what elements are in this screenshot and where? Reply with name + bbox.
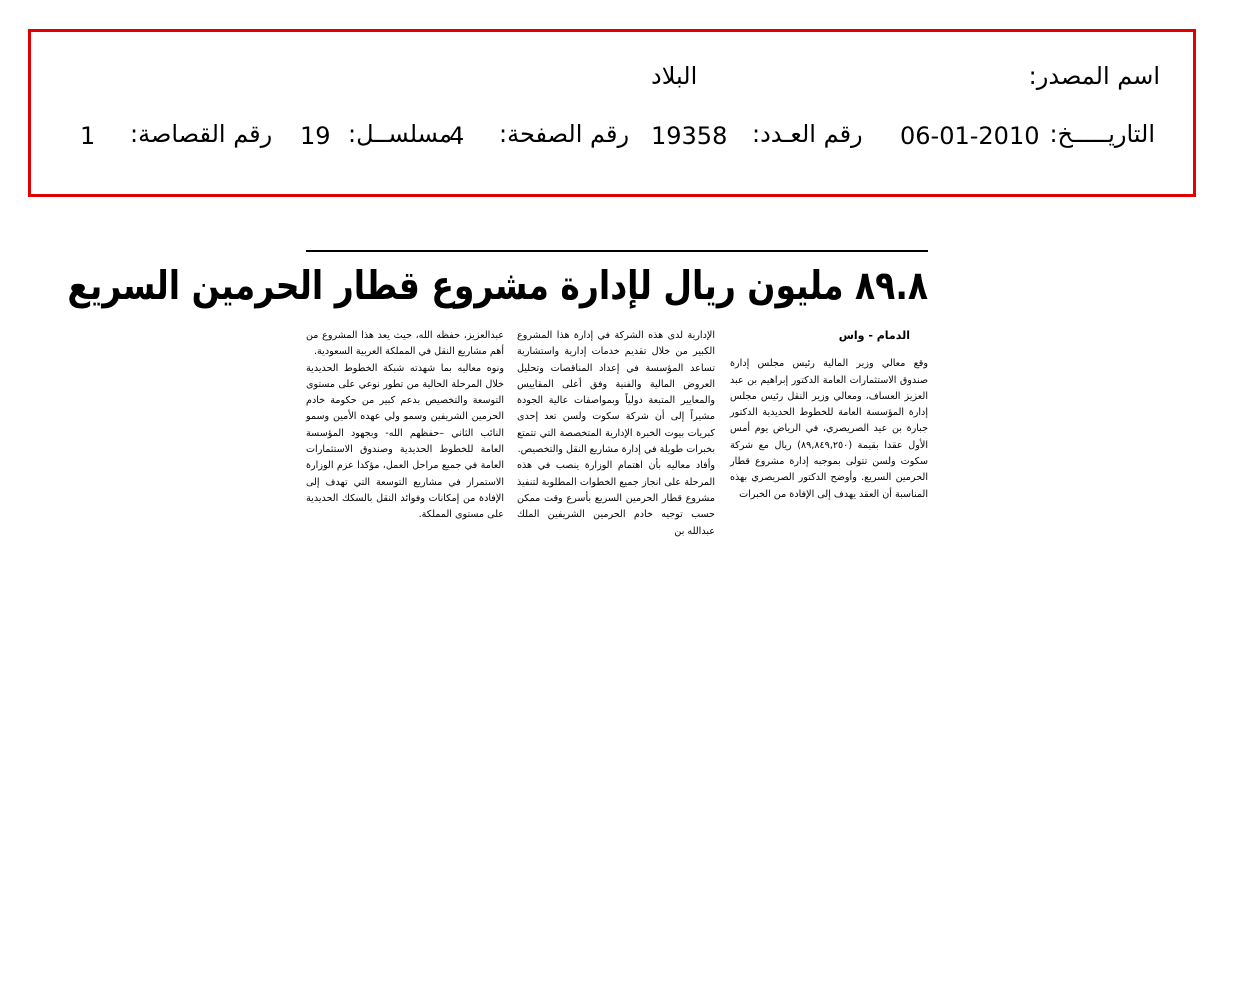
article-column-right — [730, 328, 928, 503]
article-paragraph: الإدارية لدى هذه الشركة في إدارة هذا المشروع الكبير من خلال تقديم خدمات إدارية واستشارية تساعد المؤسسة في إعداد المناقصات وتحليل العروض المالية والفنية وفق أعلى المقاييس والمعايير المتبعة دولياً وبمواصفات عالية الجودة مشيراً إلى أن شركة سكوت ولسن تعد إحدى كبريات بيوت الخبرة الإدارية المتخصصة التي تتمتع بخبرات طويلة في إدارة مشاريع النقل والتخصيص. — [517, 330, 715, 456]
article-paragraph: وقع معالي وزير المالية رئيس مجلس إدارة صندوق الاستثمارات العامة الدكتور إبراهيم بن عبد العزيز العساف، ومعالي وزير النقل رئيس مجلس إدارة المؤسسة العامة للخطوط الحديدية الدكتور جبارة بن عيد الصريصري، في الرياض يوم أمس الأول عقدا بقيمة (٨٩,٨٤٩,٢٥٠) ريال مع شركة سكوت ولسن تتولى بموجبه إدارة مشروع قطار الحرمين السريع. وأوضح الدكتور الصريصري بهذه المناسبة أن العقد يهدف إلى الإفادة من الخبرات — [730, 358, 928, 500]
article-paragraph: عبدالعزيز، حفظه الله، حيث يعد هذا المشروع من أهم مشاريع النقل في المملكة العربية السعودية. — [306, 330, 504, 358]
article-headline: ٨٩.٨ مليون ريال لإدارة مشروع قطار الحرمين السريع — [67, 262, 928, 309]
headline-rule — [306, 250, 928, 252]
serial-label: مسلســل: — [348, 120, 452, 148]
clip-label: رقم القصاصة: — [130, 120, 273, 148]
issue-value: 19358 — [651, 122, 728, 150]
clipping-metadata-box — [28, 29, 1196, 197]
clip-value: 1 — [80, 122, 96, 150]
page-label: رقم الصفحة: — [499, 120, 630, 148]
date-value: 06-01-2010 — [900, 122, 1040, 150]
source-label: اسم المصدر: — [1028, 62, 1160, 90]
serial-value: 19 — [300, 122, 331, 150]
issue-label: رقم العـدد: — [752, 120, 863, 148]
page-value: 4 — [449, 122, 465, 150]
article-column-left — [306, 328, 504, 524]
article-paragraph: وأفاد معاليه بأن اهتمام الوزارة ينصب في هذه المرحلة على انجاز جميع الخطوات المطلوبة لتنفيذ مشروع قطار الحرمين السريع بأسرع وقت ممكن حسب توجيه خادم الحرمين الشريفين الملك عبدالله بن — [517, 460, 715, 537]
date-label: التاريـــــخ: — [1049, 120, 1155, 148]
source-value: البلاد — [651, 62, 698, 90]
article-column-middle — [517, 328, 715, 540]
article-paragraph: ونوه معاليه بما شهدته شبكة الخطوط الحديدية خلال المرحلة الحالية من تطور نوعي على مستوى التوسعة والتخصيص بدعم كبير من حكومة خادم الحرمين الشريفين وسمو ولي عهده الأمين وسمو النائب الثاني –حفظهم الله- وبجهود المؤسسة العامة للخطوط الحديدية وصندوق الاستثمارات العامة في جميع مراحل العمل، مؤكدا عزم الوزارة الاستمرار في مشاريع التوسعة التي تهدف إلى الإفادة من إمكانات وفوائد النقل بالسكك الحديدية على مستوى المملكة. — [306, 362, 504, 521]
article-byline: الدمام - واس — [838, 329, 910, 342]
